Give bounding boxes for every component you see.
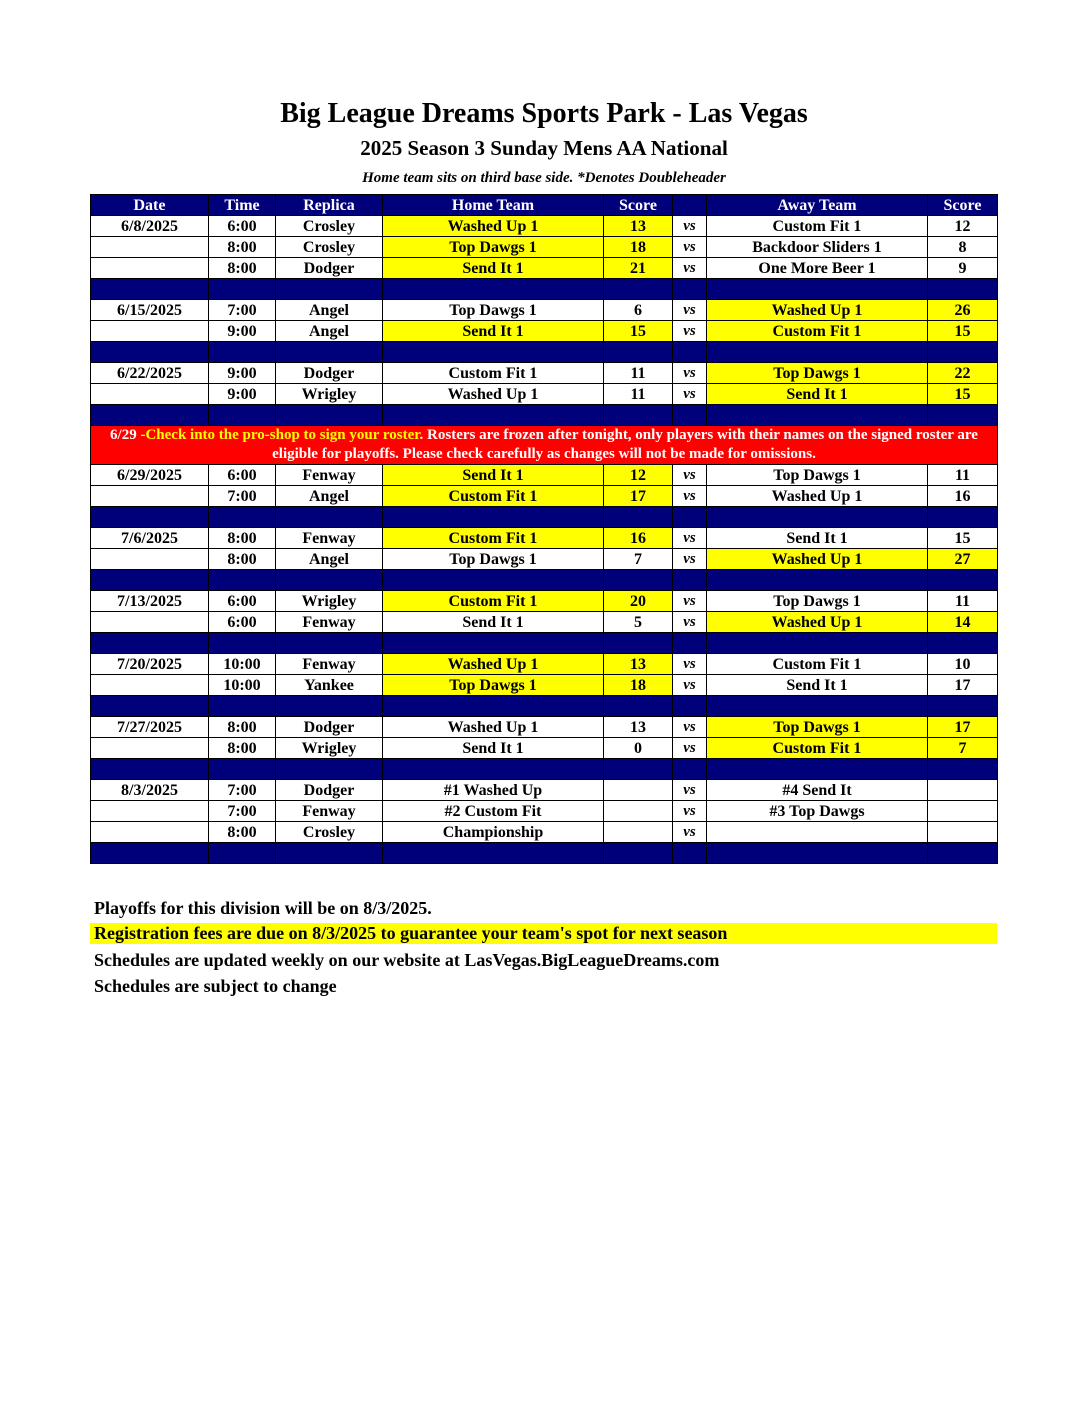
spacer-cell — [604, 507, 673, 528]
home-team-cell: #1 Washed Up — [383, 780, 604, 801]
away-score-cell: 11 — [928, 465, 998, 486]
vs-cell: vs — [673, 801, 707, 822]
away-score-cell: 8 — [928, 237, 998, 258]
spacer-row — [91, 342, 998, 363]
schedule-table — [90, 194, 998, 864]
col-header-vs — [673, 195, 707, 216]
time-cell: 7:00 — [209, 300, 276, 321]
away-team-cell: Backdoor Sliders 1 — [707, 237, 928, 258]
spacer-cell — [91, 633, 209, 654]
time-cell: 7:00 — [209, 780, 276, 801]
home-score-cell: 21 — [604, 258, 673, 279]
away-score-cell: 16 — [928, 486, 998, 507]
page-title: Big League Dreams Sports Park - Las Vegas — [280, 98, 808, 129]
home-team-cell: Send It 1 — [383, 321, 604, 342]
time-cell: 8:00 — [209, 738, 276, 759]
time-cell: 7:00 — [209, 486, 276, 507]
game-row — [91, 321, 998, 342]
replica-cell: Crosley — [276, 822, 383, 843]
spacer-cell — [383, 633, 604, 654]
time-cell: 8:00 — [209, 822, 276, 843]
registration-note: Registration fees are due on 8/3/2025 to guarantee your team's spot for next season — [90, 923, 997, 944]
home-team-cell: Custom Fit 1 — [383, 486, 604, 507]
spacer-cell — [604, 696, 673, 717]
game-row — [91, 675, 998, 696]
game-row — [91, 384, 998, 405]
spacer-row — [91, 570, 998, 591]
away-score-cell: 22 — [928, 363, 998, 384]
time-cell: 8:00 — [209, 549, 276, 570]
home-score-cell: 18 — [604, 237, 673, 258]
time-cell: 9:00 — [209, 321, 276, 342]
away-score-cell: 17 — [928, 675, 998, 696]
replica-cell: Fenway — [276, 612, 383, 633]
home-score-cell: 12 — [604, 465, 673, 486]
spacer-cell — [209, 507, 276, 528]
time-cell: 10:00 — [209, 654, 276, 675]
spacer-cell — [209, 405, 276, 426]
spacer-cell — [91, 759, 209, 780]
away-score-cell: 12 — [928, 216, 998, 237]
change-note: Schedules are subject to change — [94, 976, 337, 996]
replica-cell: Angel — [276, 321, 383, 342]
spacer-cell — [383, 759, 604, 780]
home-team-cell: Custom Fit 1 — [383, 591, 604, 612]
replica-cell: Fenway — [276, 528, 383, 549]
date-cell: 6/8/2025 — [91, 216, 209, 237]
replica-cell: Yankee — [276, 675, 383, 696]
time-cell: 6:00 — [209, 465, 276, 486]
spacer-cell — [209, 843, 276, 864]
replica-cell: Fenway — [276, 465, 383, 486]
vs-cell: vs — [673, 675, 707, 696]
notice-highlight: -Check into the pro-shop to sign your roster — [136, 427, 420, 443]
time-cell: 8:00 — [209, 237, 276, 258]
away-team-cell: Washed Up 1 — [707, 612, 928, 633]
col-header-home-team: Home Team — [383, 195, 604, 216]
date-cell: 7/13/2025 — [91, 591, 209, 612]
away-score-cell: 7 — [928, 738, 998, 759]
away-team-cell: Custom Fit 1 — [707, 654, 928, 675]
date-cell — [91, 258, 209, 279]
vs-cell: vs — [673, 216, 707, 237]
home-score-cell: 11 — [604, 384, 673, 405]
time-cell: 8:00 — [209, 528, 276, 549]
spacer-cell — [276, 342, 383, 363]
playoffs-note: Playoffs for this division will be on 8/3/2025. — [94, 898, 432, 918]
col-header-replica: Replica — [276, 195, 383, 216]
away-score-cell: 9 — [928, 258, 998, 279]
vs-cell: vs — [673, 612, 707, 633]
away-score-cell — [928, 780, 998, 801]
game-row — [91, 738, 998, 759]
replica-cell: Dodger — [276, 258, 383, 279]
away-team-cell: Top Dawgs 1 — [707, 717, 928, 738]
home-team-cell: Custom Fit 1 — [383, 363, 604, 384]
spacer-cell — [673, 696, 707, 717]
spacer-cell — [209, 759, 276, 780]
date-cell: 7/6/2025 — [91, 528, 209, 549]
date-cell — [91, 612, 209, 633]
away-team-cell: One More Beer 1 — [707, 258, 928, 279]
home-team-cell: Championship — [383, 822, 604, 843]
roster-notice-row — [91, 426, 998, 465]
vs-cell: vs — [673, 465, 707, 486]
date-cell — [91, 549, 209, 570]
spacer-cell — [673, 342, 707, 363]
home-score-cell: 7 — [604, 549, 673, 570]
game-row — [91, 216, 998, 237]
date-cell — [91, 675, 209, 696]
time-cell: 7:00 — [209, 801, 276, 822]
spacer-cell — [91, 279, 209, 300]
spacer-cell — [928, 633, 998, 654]
away-score-cell: 27 — [928, 549, 998, 570]
spacer-cell — [707, 759, 928, 780]
home-score-cell: 15 — [604, 321, 673, 342]
date-cell: 6/15/2025 — [91, 300, 209, 321]
spacer-cell — [276, 696, 383, 717]
date-cell: 7/20/2025 — [91, 654, 209, 675]
home-score-cell: 13 — [604, 654, 673, 675]
away-team-cell: Custom Fit 1 — [707, 738, 928, 759]
date-cell — [91, 486, 209, 507]
game-row — [91, 549, 998, 570]
time-cell: 9:00 — [209, 363, 276, 384]
away-team-cell — [707, 822, 928, 843]
home-team-cell: Custom Fit 1 — [383, 528, 604, 549]
home-team-cell: Top Dawgs 1 — [383, 237, 604, 258]
home-score-cell: 13 — [604, 216, 673, 237]
spacer-cell — [604, 570, 673, 591]
col-header-away-team: Away Team — [707, 195, 928, 216]
game-row — [91, 717, 998, 738]
game-row — [91, 780, 998, 801]
away-score-cell — [928, 801, 998, 822]
spacer-cell — [276, 843, 383, 864]
vs-cell: vs — [673, 237, 707, 258]
vs-cell: vs — [673, 384, 707, 405]
away-team-cell: Washed Up 1 — [707, 549, 928, 570]
vs-cell: vs — [673, 486, 707, 507]
col-header-time: Time — [209, 195, 276, 216]
game-row — [91, 654, 998, 675]
home-score-cell — [604, 801, 673, 822]
vs-cell: vs — [673, 717, 707, 738]
spacer-cell — [276, 405, 383, 426]
home-team-cell: Send It 1 — [383, 465, 604, 486]
spacer-cell — [276, 507, 383, 528]
replica-cell: Angel — [276, 300, 383, 321]
home-score-cell: 6 — [604, 300, 673, 321]
header-note: Home team sits on third base side. *Denotes Doubleheader — [362, 170, 726, 186]
spacer-cell — [604, 843, 673, 864]
spacer-row — [91, 759, 998, 780]
game-row — [91, 300, 998, 321]
replica-cell: Dodger — [276, 363, 383, 384]
vs-cell: vs — [673, 780, 707, 801]
away-score-cell — [928, 822, 998, 843]
date-cell — [91, 237, 209, 258]
spacer-cell — [928, 507, 998, 528]
website-note: Schedules are updated weekly on our website at LasVegas.BigLeagueDreams.com — [94, 950, 720, 970]
game-row — [91, 612, 998, 633]
game-row — [91, 486, 998, 507]
away-team-cell: Top Dawgs 1 — [707, 465, 928, 486]
replica-cell: Wrigley — [276, 738, 383, 759]
away-team-cell: Washed Up 1 — [707, 300, 928, 321]
spacer-cell — [928, 570, 998, 591]
spacer-cell — [91, 405, 209, 426]
spacer-row — [91, 696, 998, 717]
spacer-cell — [276, 279, 383, 300]
spacer-cell — [91, 843, 209, 864]
spacer-cell — [673, 843, 707, 864]
away-team-cell: #4 Send It — [707, 780, 928, 801]
spacer-row — [91, 843, 998, 864]
spacer-cell — [383, 342, 604, 363]
vs-cell: vs — [673, 258, 707, 279]
col-header-home-score: Score — [604, 195, 673, 216]
spacer-cell — [209, 342, 276, 363]
away-team-cell: Send It 1 — [707, 675, 928, 696]
spacer-cell — [707, 633, 928, 654]
spacer-cell — [673, 279, 707, 300]
spacer-cell — [383, 843, 604, 864]
game-row — [91, 363, 998, 384]
date-cell — [91, 822, 209, 843]
spacer-cell — [673, 759, 707, 780]
home-score-cell: 18 — [604, 675, 673, 696]
spacer-cell — [707, 342, 928, 363]
away-score-cell: 26 — [928, 300, 998, 321]
page-subtitle: 2025 Season 3 Sunday Mens AA National — [360, 136, 728, 160]
notice-text: . Rosters are frozen after tonight, only players with their names on the signed roster are eligible for playoffs. Please check carefully as changes will not be made for omissions. — [272, 427, 978, 462]
spacer-cell — [604, 759, 673, 780]
replica-cell: Dodger — [276, 780, 383, 801]
vs-cell: vs — [673, 822, 707, 843]
spacer-cell — [673, 507, 707, 528]
time-cell: 8:00 — [209, 717, 276, 738]
away-team-cell: Send It 1 — [707, 384, 928, 405]
home-score-cell: 5 — [604, 612, 673, 633]
away-score-cell: 14 — [928, 612, 998, 633]
vs-cell: vs — [673, 591, 707, 612]
away-team-cell: Top Dawgs 1 — [707, 363, 928, 384]
game-row — [91, 822, 998, 843]
vs-cell: vs — [673, 528, 707, 549]
spacer-cell — [673, 405, 707, 426]
spacer-row — [91, 405, 998, 426]
time-cell: 6:00 — [209, 612, 276, 633]
spacer-cell — [383, 570, 604, 591]
spacer-cell — [383, 696, 604, 717]
spacer-cell — [707, 843, 928, 864]
spacer-cell — [276, 570, 383, 591]
away-score-cell: 15 — [928, 384, 998, 405]
replica-cell: Dodger — [276, 717, 383, 738]
home-team-cell: Washed Up 1 — [383, 717, 604, 738]
home-team-cell: Washed Up 1 — [383, 216, 604, 237]
away-team-cell: Custom Fit 1 — [707, 216, 928, 237]
away-score-cell: 15 — [928, 528, 998, 549]
replica-cell: Crosley — [276, 216, 383, 237]
date-cell: 7/27/2025 — [91, 717, 209, 738]
date-cell — [91, 801, 209, 822]
spacer-cell — [673, 633, 707, 654]
vs-cell: vs — [673, 321, 707, 342]
home-score-cell: 20 — [604, 591, 673, 612]
spacer-cell — [673, 570, 707, 591]
date-cell — [91, 738, 209, 759]
spacer-cell — [276, 759, 383, 780]
spacer-cell — [383, 279, 604, 300]
spacer-cell — [604, 279, 673, 300]
away-team-cell: Washed Up 1 — [707, 486, 928, 507]
date-cell: 6/22/2025 — [91, 363, 209, 384]
away-score-cell: 11 — [928, 591, 998, 612]
away-score-cell: 17 — [928, 717, 998, 738]
home-team-cell: Washed Up 1 — [383, 384, 604, 405]
date-cell — [91, 384, 209, 405]
replica-cell: Angel — [276, 549, 383, 570]
home-team-cell: Top Dawgs 1 — [383, 549, 604, 570]
replica-cell: Crosley — [276, 237, 383, 258]
spacer-cell — [209, 570, 276, 591]
spacer-cell — [383, 507, 604, 528]
spacer-row — [91, 633, 998, 654]
notice-date: 6/29 — [110, 427, 137, 443]
time-cell: 9:00 — [209, 384, 276, 405]
spacer-cell — [707, 405, 928, 426]
spacer-row — [91, 507, 998, 528]
home-score-cell: 17 — [604, 486, 673, 507]
spacer-cell — [209, 696, 276, 717]
home-team-cell: Washed Up 1 — [383, 654, 604, 675]
home-score-cell: 11 — [604, 363, 673, 384]
vs-cell: vs — [673, 738, 707, 759]
vs-cell: vs — [673, 549, 707, 570]
away-team-cell: Send It 1 — [707, 528, 928, 549]
roster-notice — [91, 426, 998, 465]
home-team-cell: Send It 1 — [383, 738, 604, 759]
replica-cell: Angel — [276, 486, 383, 507]
home-team-cell: Top Dawgs 1 — [383, 300, 604, 321]
replica-cell: Fenway — [276, 801, 383, 822]
home-score-cell: 0 — [604, 738, 673, 759]
spacer-cell — [928, 342, 998, 363]
spacer-cell — [707, 696, 928, 717]
away-score-cell: 15 — [928, 321, 998, 342]
spacer-cell — [928, 843, 998, 864]
spacer-cell — [209, 279, 276, 300]
home-score-cell — [604, 780, 673, 801]
time-cell: 6:00 — [209, 216, 276, 237]
home-score-cell — [604, 822, 673, 843]
spacer-cell — [91, 342, 209, 363]
replica-cell: Wrigley — [276, 591, 383, 612]
spacer-cell — [276, 633, 383, 654]
time-cell: 6:00 — [209, 591, 276, 612]
away-team-cell: Custom Fit 1 — [707, 321, 928, 342]
spacer-cell — [707, 570, 928, 591]
home-score-cell: 13 — [604, 717, 673, 738]
game-row — [91, 591, 998, 612]
vs-cell: vs — [673, 654, 707, 675]
spacer-cell — [707, 279, 928, 300]
spacer-cell — [91, 507, 209, 528]
home-team-cell: #2 Custom Fit — [383, 801, 604, 822]
vs-cell: vs — [673, 363, 707, 384]
spacer-cell — [209, 633, 276, 654]
date-cell: 6/29/2025 — [91, 465, 209, 486]
game-row — [91, 801, 998, 822]
time-cell: 10:00 — [209, 675, 276, 696]
game-row — [91, 465, 998, 486]
spacer-cell — [928, 696, 998, 717]
away-team-cell: Top Dawgs 1 — [707, 591, 928, 612]
spacer-cell — [928, 405, 998, 426]
game-row — [91, 258, 998, 279]
date-cell: 8/3/2025 — [91, 780, 209, 801]
home-team-cell: Send It 1 — [383, 612, 604, 633]
spacer-cell — [707, 507, 928, 528]
home-team-cell: Top Dawgs 1 — [383, 675, 604, 696]
spacer-cell — [91, 696, 209, 717]
away-team-cell: #3 Top Dawgs — [707, 801, 928, 822]
spacer-cell — [928, 759, 998, 780]
spacer-row — [91, 279, 998, 300]
home-score-cell: 16 — [604, 528, 673, 549]
spacer-cell — [604, 633, 673, 654]
spacer-cell — [383, 405, 604, 426]
replica-cell: Fenway — [276, 654, 383, 675]
game-row — [91, 237, 998, 258]
replica-cell: Wrigley — [276, 384, 383, 405]
home-team-cell: Send It 1 — [383, 258, 604, 279]
table-header-row — [91, 195, 998, 216]
spacer-cell — [604, 342, 673, 363]
col-header-away-score: Score — [928, 195, 998, 216]
spacer-cell — [604, 405, 673, 426]
time-cell: 8:00 — [209, 258, 276, 279]
game-row — [91, 528, 998, 549]
spacer-cell — [91, 570, 209, 591]
spacer-cell — [928, 279, 998, 300]
date-cell — [91, 321, 209, 342]
away-score-cell: 10 — [928, 654, 998, 675]
col-header-date: Date — [91, 195, 209, 216]
vs-cell: vs — [673, 300, 707, 321]
